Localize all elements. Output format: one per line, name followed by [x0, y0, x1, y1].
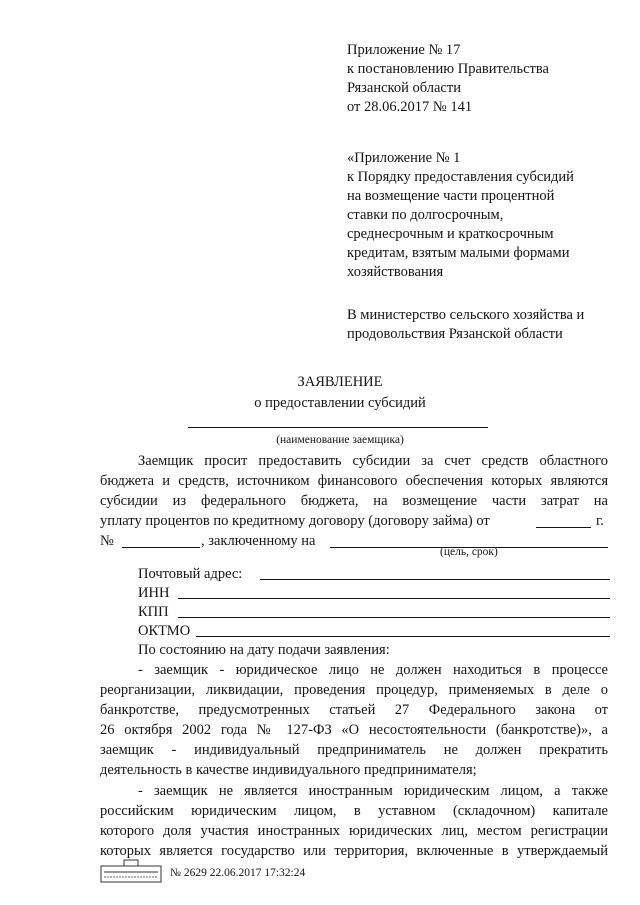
appendix-resolution: к постановлению Правительства: [347, 61, 549, 77]
borrower-name-field[interactable]: [188, 427, 488, 428]
oktmo-label: ОКТМО: [138, 623, 191, 639]
registration-footer: № 2629 22.06.2017 17:32:24: [170, 867, 306, 879]
condition1-line: 26 октября 2002 года № 127-ФЗ «О несостоятельности (банкротстве)», а: [100, 722, 608, 738]
borrower-name-caption: (наименование заемщика): [276, 434, 404, 446]
condition1-line: банкротстве, предусмотренных статьей 27 Федерального закона от: [100, 702, 608, 718]
order-appendix-line: хозяйствования: [347, 264, 444, 280]
order-appendix-line: кредитам, взятым малыми формами: [347, 245, 570, 261]
order-appendix-number: «Приложение № 1: [347, 150, 461, 166]
kpp-field[interactable]: [178, 617, 610, 618]
condition1-line: - заемщик - юридическое лицо не должен находиться в процессе: [138, 662, 608, 678]
body-line: уплату процентов по кредитному договору (договору займа) от: [100, 513, 490, 529]
appendix-region: Рязанской области: [347, 80, 461, 96]
kpp-label: КПП: [138, 604, 169, 620]
contract-number-label: №: [100, 533, 114, 549]
order-appendix-line: среднесрочным и краткосрочным: [347, 226, 554, 242]
document-title: ЗАЯВЛЕНИЕ: [297, 374, 383, 390]
addressee-line: продовольствия Рязанской области: [347, 326, 563, 342]
condition1-line: деятельность в качестве индивидуального предпринимателя;: [100, 762, 477, 778]
condition2-line: которых является государство или территория, включенные в утверждаемый: [100, 843, 608, 859]
registry-stamp-icon: [100, 858, 162, 884]
postal-address-label: Почтовый адрес:: [138, 566, 243, 582]
appendix-date: от 28.06.2017 № 141: [347, 99, 473, 115]
contract-number-field[interactable]: [122, 547, 200, 548]
inn-label: ИНН: [138, 585, 170, 601]
order-appendix-line: ставки по долгосрочным,: [347, 207, 504, 223]
body-line: бюджета и средств, источником финансового обеспечения которых являются: [100, 473, 608, 489]
condition2-line: - заемщик не является иностранным юридическим лицом, а также: [138, 783, 608, 799]
addressee-line: В министерство сельского хозяйства и: [347, 307, 585, 323]
appendix-number: Приложение № 17: [347, 42, 461, 58]
postal-address-field[interactable]: [260, 579, 610, 580]
order-appendix-line: к Порядку предоставления субсидий: [347, 169, 574, 185]
year-suffix: г.: [596, 513, 604, 529]
body-line: Заемщик просит предоставить субсидии за счет средств областного: [138, 453, 608, 469]
condition1-line: заемщик - индивидуальный предприниматель не должен прекратить: [100, 742, 608, 758]
condition2-line: которого доля участия иностранных юридических лиц, местом регистрации: [100, 823, 608, 839]
oktmo-field[interactable]: [196, 636, 610, 637]
contract-concluded-label: , заключенному на: [201, 533, 316, 549]
document-subtitle: о предоставлении субсидий: [254, 395, 426, 411]
order-appendix-line: на возмещение части процентной: [347, 188, 555, 204]
contract-purpose-caption: (цель, срок): [440, 546, 498, 558]
conditions-intro: По состоянию на дату подачи заявления:: [138, 642, 390, 658]
inn-field[interactable]: [178, 598, 610, 599]
condition2-line: российским юридическим лицом, в уставном (складочном) капитале: [100, 803, 608, 819]
condition1-line: реорганизации, ликвидации, проведения процедур, применяемых в деле о: [100, 682, 608, 698]
body-line: субсидии из федерального бюджета, на возмещение части затрат на: [100, 493, 608, 509]
contract-date-field[interactable]: [536, 527, 591, 528]
